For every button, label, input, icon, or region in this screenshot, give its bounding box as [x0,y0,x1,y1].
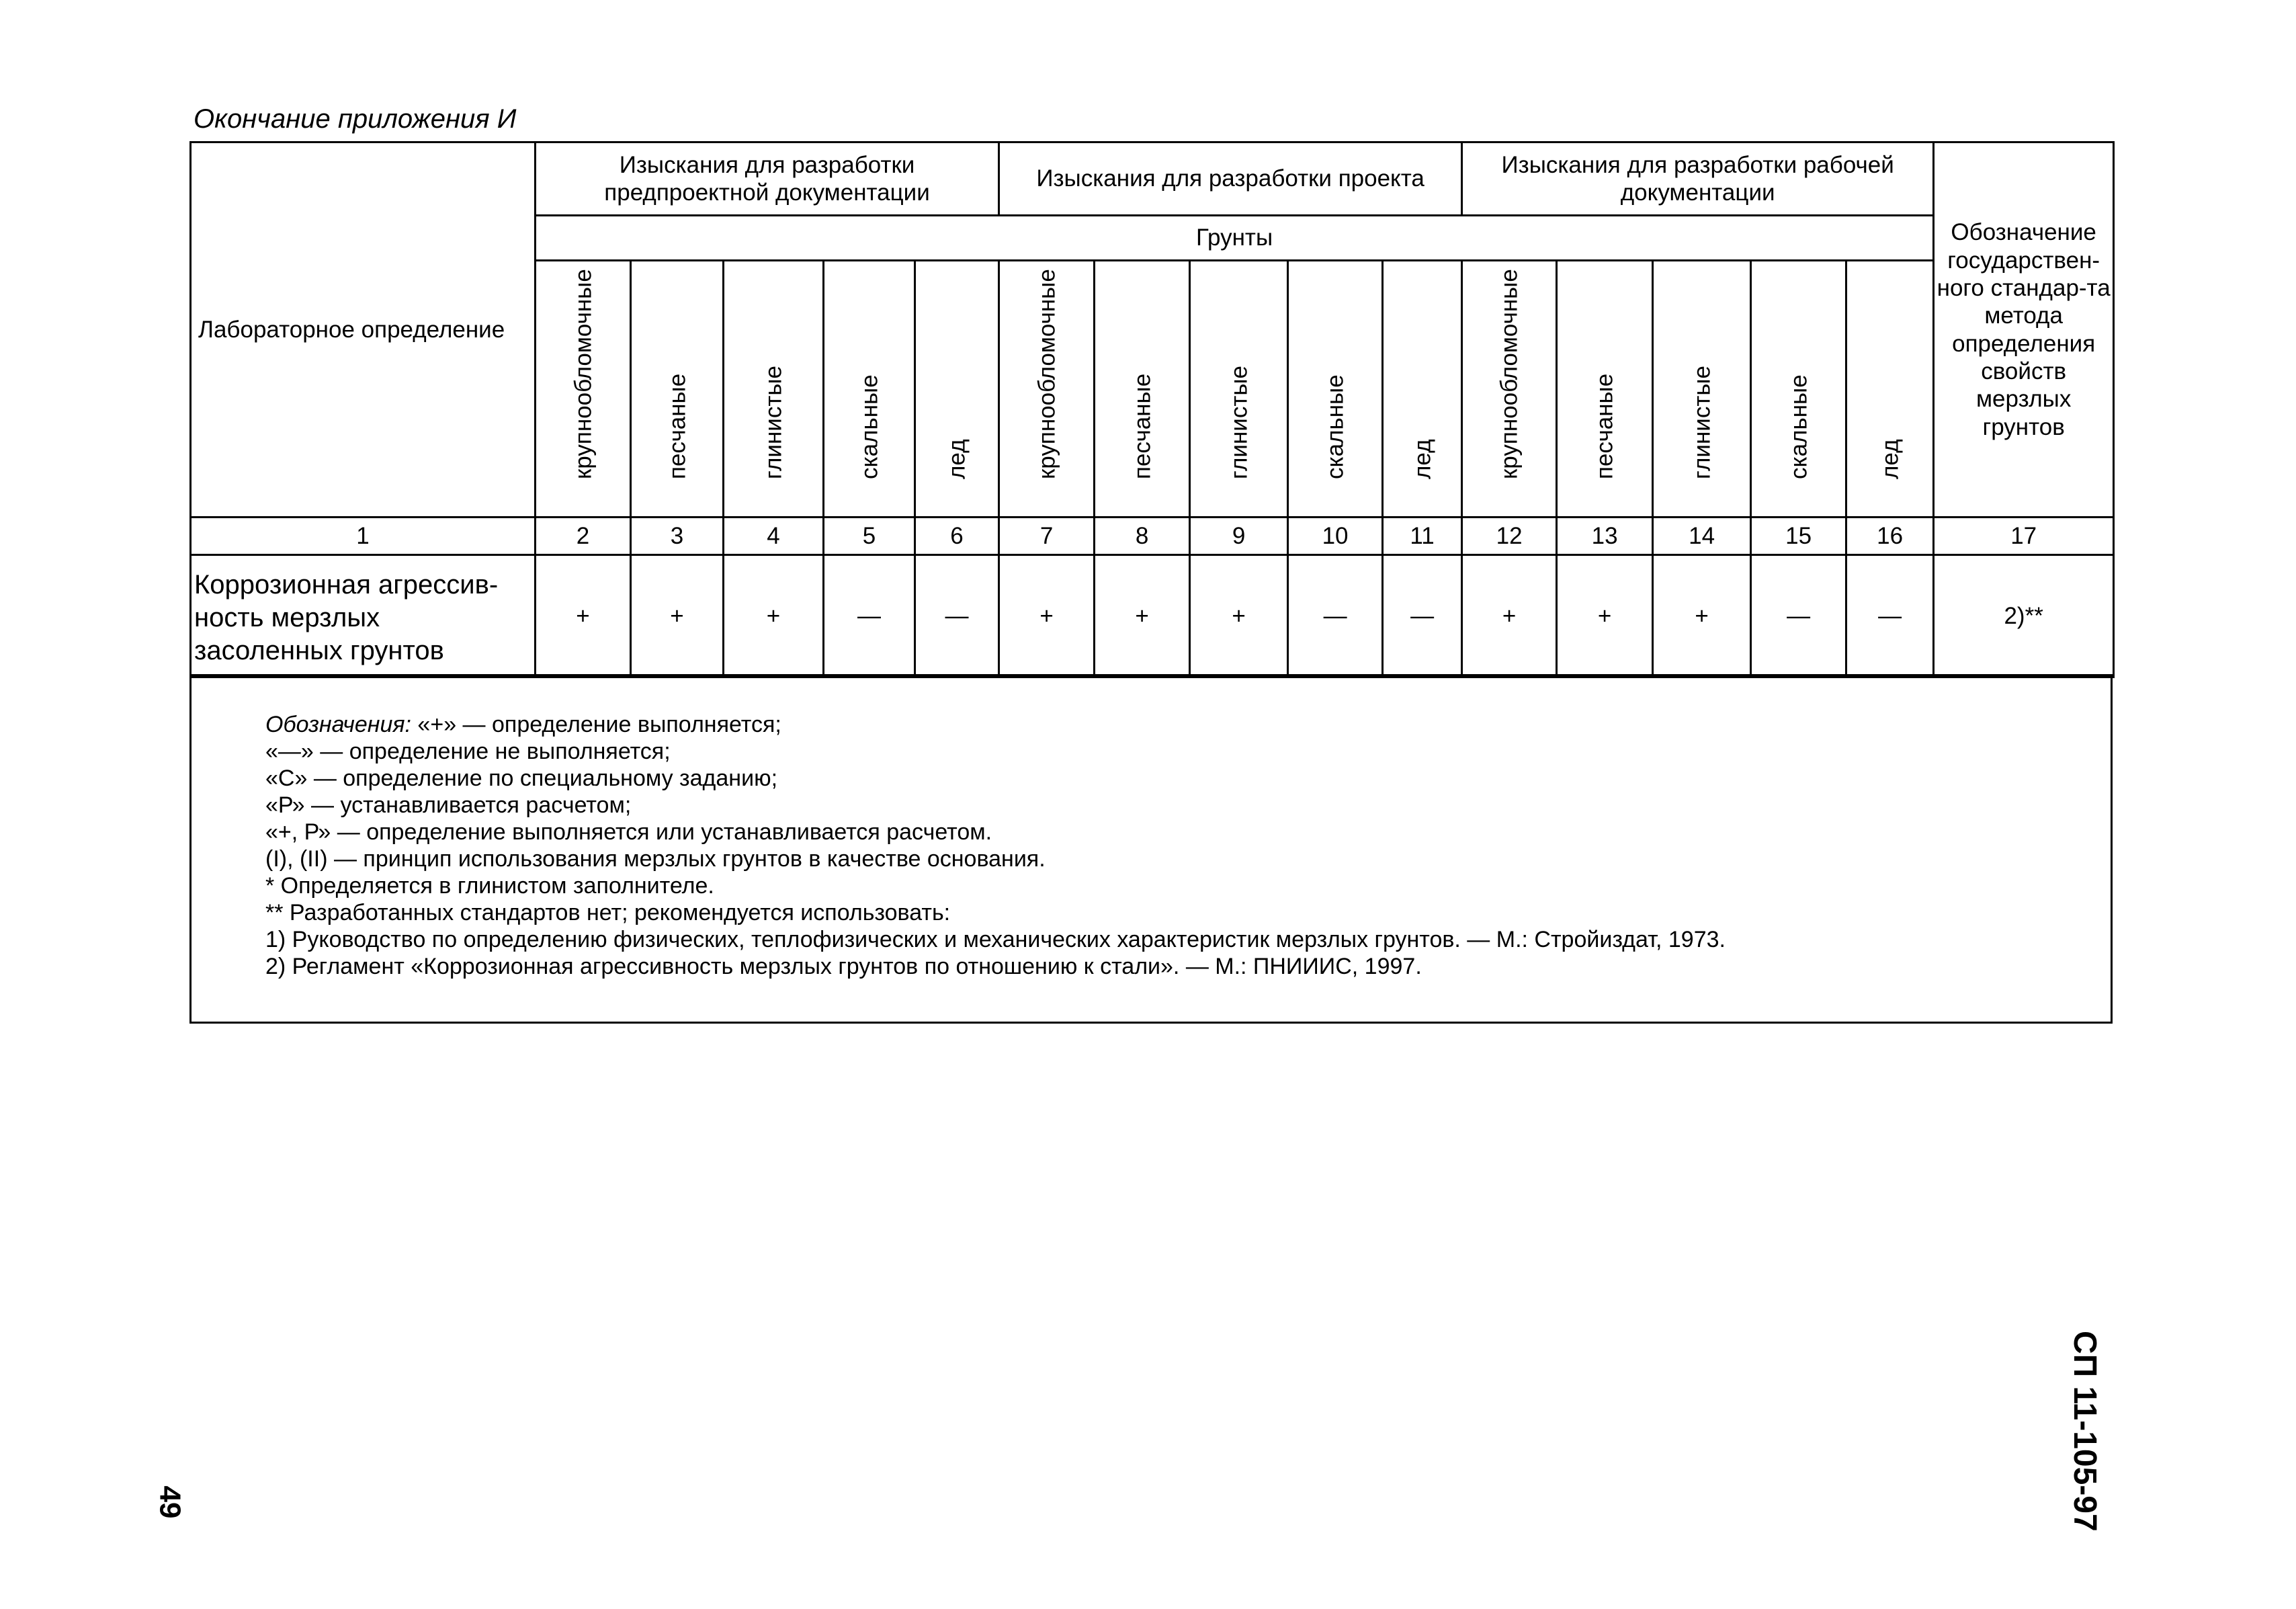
soil-type-label: лед [943,439,970,479]
column-number: 15 [1751,518,1846,555]
column-number: 10 [1288,518,1383,555]
page-number: 49 [153,1485,187,1519]
table-cell: — [1846,554,1934,677]
header-standard-designation: Обозначение государствен-ного стандар-та метода определения свойств мерзлых грунтов [1934,142,2114,518]
table-cell: + [631,554,724,677]
table-cell: + [1653,554,1751,677]
soil-type-label: скальные [1785,374,1812,479]
table-cell: + [724,554,824,677]
soil-type-label: глинистые [1688,365,1715,479]
soil-type-label: крупнообломочные [569,269,596,479]
soil-type-label: крупнообломочные [1033,269,1060,479]
lab-tests-table [189,141,2115,678]
header-soil-type [1383,260,1462,517]
standard-cell: 2)** [1934,554,2114,677]
notes-first-rest: «+» — определение выполняется; [411,712,781,737]
column-number: 16 [1846,518,1934,555]
notes-list [265,711,1726,980]
header-soil-type [915,260,999,517]
header-soil-type [536,260,631,517]
header-soil-type [1095,260,1190,517]
header-stage-preproject: Изыскания для разработки предпроектной документации [536,142,999,216]
column-number: 6 [915,518,999,555]
table-cell: + [1462,554,1557,677]
soil-type-label: скальные [855,374,882,479]
header-soil-type [631,260,724,517]
page-caption: Окончание приложения И [194,104,517,134]
header-soil-type [1288,260,1383,517]
notes-line: ** Разработанных стандартов нет; рекомендуется использовать: [265,900,951,925]
column-number: 8 [1095,518,1190,555]
table-cell: + [999,554,1095,677]
header-stage-project: Изыскания для разработки проекта [999,142,1462,216]
column-number: 4 [724,518,824,555]
notes-line: (I), (II) — принцип использования мерзлых грунтов в качестве основания. [265,846,1046,872]
table-cell: — [1383,554,1462,677]
soil-type-label: крупнообломочные [1496,269,1523,479]
header-soils: Грунты [536,216,1934,261]
table-cell: + [1190,554,1288,677]
header-soil-type [1557,260,1653,517]
table-cell: — [915,554,999,677]
header-soil-type [1462,260,1557,517]
notes-line: * Определяется в глинистом заполнителе. [265,873,714,899]
notes-line: 2) Регламент «Коррозионная агрессивность мерзлых грунтов по отношению к стали». — М.: ПНИИИС, 1997. [265,954,1422,979]
soil-type-label: глинистые [760,365,787,479]
column-number: 17 [1934,518,2114,555]
header-lab-determination: Лабораторное определение [191,142,536,518]
notes-line: «С» — определение по специальному заданию; [265,766,778,791]
notes-line: 1) Руководство по определению физических, теплофизических и механических характеристик мерзлых грунтов. — М.: Стройиздат, 1973. [265,927,1726,952]
header-soil-type [1751,260,1846,517]
soil-type-label: песчаные [663,373,690,479]
header-stage-working: Изыскания для разработки рабочей документации [1462,142,1934,216]
soil-type-label: скальные [1322,374,1349,479]
column-number: 1 [191,518,536,555]
header-soil-type [1846,260,1934,517]
table-cell: — [824,554,915,677]
column-number: 13 [1557,518,1653,555]
header-soil-type [1190,260,1288,517]
notes-line: «—» — определение не выполняется; [265,739,671,764]
column-number: 11 [1383,518,1462,555]
notes-box [189,674,2113,1024]
document-code: СП 11-105-97 [2067,1331,2102,1532]
column-number: 7 [999,518,1095,555]
soil-type-label: песчаные [1591,373,1618,479]
notes-lead: Обозначения: [265,712,411,737]
notes-line-first [265,711,1726,738]
header-soil-type [824,260,915,517]
column-number: 12 [1462,518,1557,555]
soil-type-label: лед [1408,439,1435,479]
column-number: 2 [536,518,631,555]
notes-line: «+, Р» — определение выполняется или устанавливается расчетом. [265,819,992,845]
column-number: 14 [1653,518,1751,555]
table-cell: — [1288,554,1383,677]
soil-type-label: лед [1876,439,1903,479]
notes-line: «Р» — устанавливается расчетом; [265,792,632,818]
header-soil-type [1653,260,1751,517]
soil-type-label: песчаные [1128,373,1155,479]
soil-type-label: глинистые [1225,365,1252,479]
header-soil-type [999,260,1095,517]
header-soil-type [724,260,824,517]
column-number: 5 [824,518,915,555]
table-cell: — [1751,554,1846,677]
row-label: Коррозионная агрессив-ность мерзлых засоленных грунтов [191,554,536,677]
table-cell: + [1095,554,1190,677]
table-cell: + [1557,554,1653,677]
table-cell: + [536,554,631,677]
column-number: 3 [631,518,724,555]
column-number: 9 [1190,518,1288,555]
